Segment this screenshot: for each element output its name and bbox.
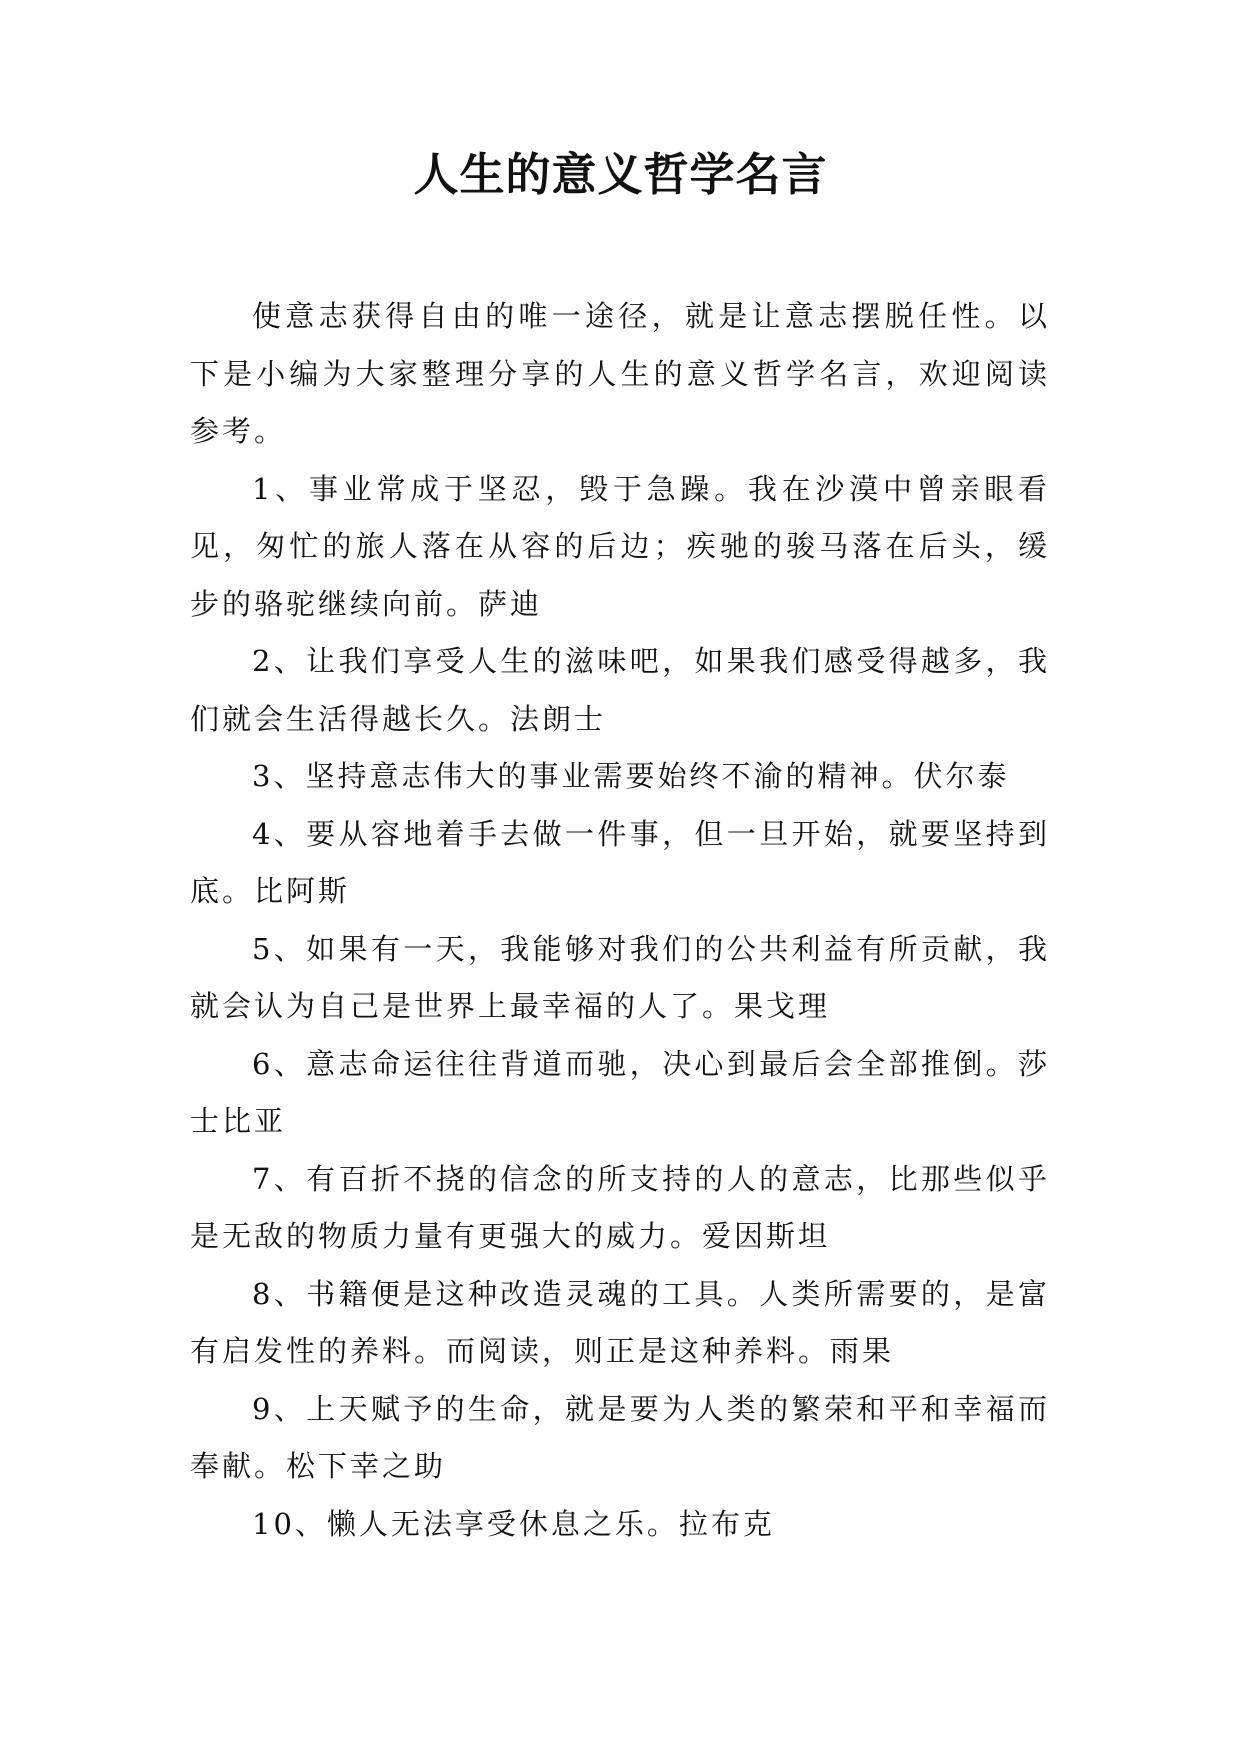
quote-paragraph-8: 8、书籍便是这种改造灵魂的工具。人类所需要的，是富有启发性的养料。而阅读，则正是这种养料。雨果 <box>190 1276 1050 1368</box>
quote-paragraph-6: 6、意志命运往往背道而驰，决心到最后会全部推倒。莎士比亚 <box>190 1046 1050 1138</box>
quote-paragraph-7: 7、有百折不挠的信念的所支持的人的意志，比那些似乎是无敌的物质力量有更强大的威力。爱因斯坦 <box>190 1161 1050 1253</box>
quote-paragraph-4: 4、要从容地着手去做一件事，但一旦开始，就要坚持到底。比阿斯 <box>190 816 1050 908</box>
quote-paragraph-1: 1、事业常成于坚忍，毁于急躁。我在沙漠中曾亲眼看见，匆忙的旅人落在从容的后边；疾驰的骏马落在后头，缓步的骆驼继续向前。萨迪 <box>190 471 1050 621</box>
document-body <box>190 288 1050 1553</box>
intro-paragraph: 使意志获得自由的唯一途径，就是让意志摆脱任性。以下是小编为大家整理分享的人生的意义哲学名言，欢迎阅读参考。 <box>190 299 1050 448</box>
quote-paragraph-5: 5、如果有一天，我能够对我们的公共利益有所贡献，我就会认为自己是世界上最幸福的人了。果戈理 <box>190 931 1050 1023</box>
quote-paragraph-3: 3、坚持意志伟大的事业需要始终不渝的精神。伏尔泰 <box>252 759 1010 793</box>
quote-paragraph-2: 2、让我们享受人生的滋味吧，如果我们感受得越多，我们就会生活得越长久。法朗士 <box>190 644 1050 736</box>
quote-paragraph-10: 10、懒人无法享受休息之乐。拉布克 <box>252 1506 775 1541</box>
document-title: 人生的意义哲学名言 <box>413 148 828 201</box>
quote-paragraph-9: 9、上天赋予的生命，就是要为人类的繁荣和平和幸福而奉献。松下幸之助 <box>190 1391 1050 1483</box>
